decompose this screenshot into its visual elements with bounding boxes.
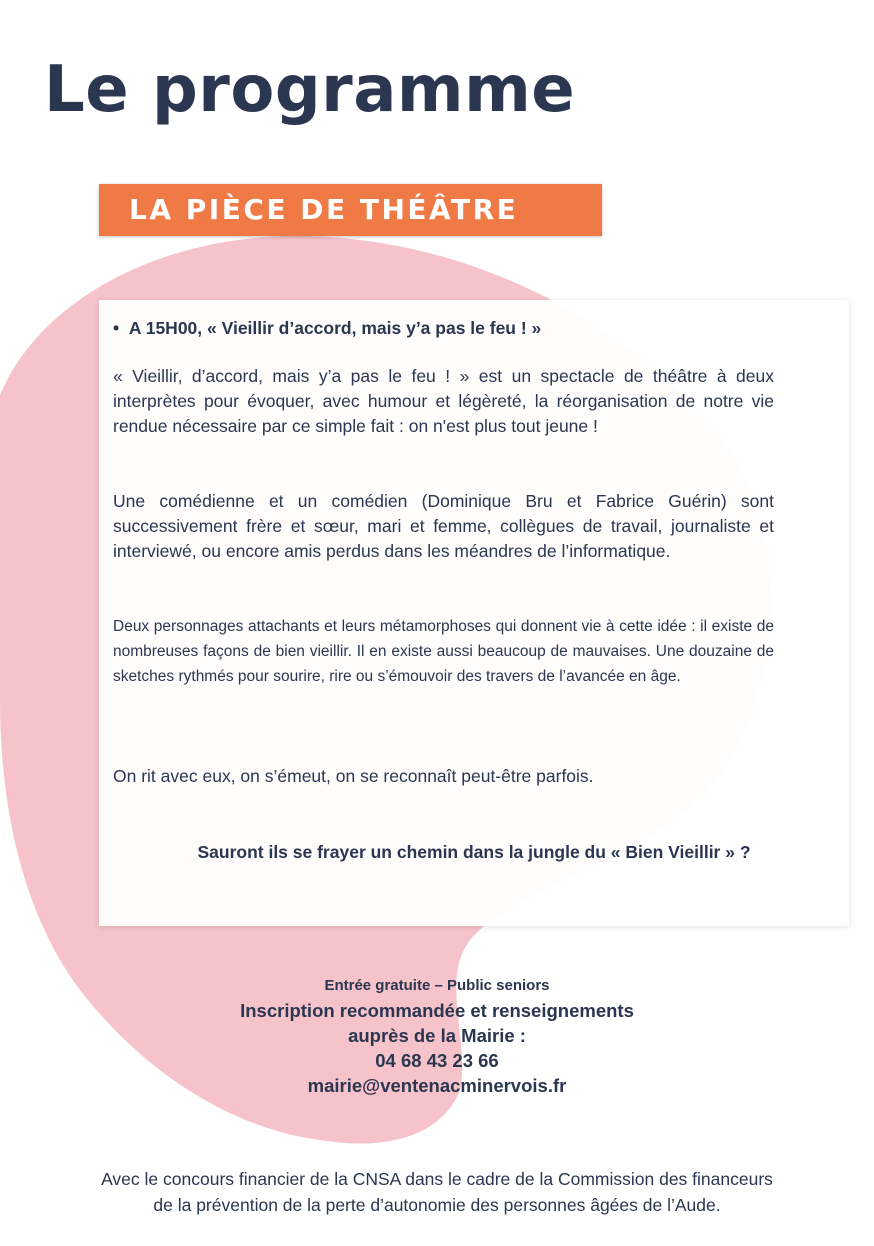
footer-credits bbox=[0, 1166, 874, 1218]
section-label: LA PIÈCE DE THÉÂTRE bbox=[129, 193, 519, 226]
entry-info: Entrée gratuite – Public seniors bbox=[324, 977, 550, 994]
closing-question: Sauront ils se frayer un chemin dans la jungle du « Bien Vieillir » ? bbox=[197, 842, 751, 862]
contact-info: auprès de la Mairie : bbox=[348, 1025, 526, 1046]
bullet-dot: • bbox=[113, 318, 129, 338]
page-title: Le programme bbox=[44, 53, 576, 127]
phone-number: 04 68 43 23 66 bbox=[375, 1050, 499, 1071]
footer-line-2: de la prévention de la perte d’autonomie des personnes âgées de l’Aude. bbox=[153, 1195, 721, 1215]
paragraph-characters: Deux personnages attachants et leurs métamorphoses qui donnent vie à cette idée : il existe de nombreuses façons de bien vieillir. Il en existe aussi beaucoup de mauvaises. Une douzaine de sketches rythmés pour sourire, rire ou s’émouvoir des travers de l’avancée en âge. bbox=[113, 618, 774, 685]
program-bullet bbox=[113, 316, 541, 340]
paragraph-cast: Une comédienne et un comédien (Dominique Bru et Fabrice Guérin) sont successivement frère et sœur, mari et femme, collègues de travail, journaliste et interviewé, ou encore amis perdus dans les méandres de l’informatique. bbox=[113, 491, 774, 561]
paragraph-laugh: On rit avec eux, on s’émeut, on se reconnaît peut-être parfois. bbox=[113, 766, 594, 786]
registration-info: Inscription recommandée et renseignements bbox=[240, 1000, 634, 1021]
info-block bbox=[0, 974, 874, 1098]
program-card bbox=[99, 300, 849, 926]
paragraph-intro: « Vieillir, d’accord, mais y’a pas le feu ! » est un spectacle de théâtre à deux interprètes pour évoquer, avec humour et légèreté, la réorganisation de notre vie rendue nécessaire par ce simple fait : on n'est plus tout jeune ! bbox=[113, 366, 774, 436]
footer-line-1: Avec le concours financier de la CNSA dans le cadre de la Commission des financeurs bbox=[101, 1169, 773, 1189]
email-address: mairie@ventenacminervois.fr bbox=[307, 1075, 567, 1096]
bullet-text: A 15H00, « Vieillir d’accord, mais y’a pas le feu ! » bbox=[128, 318, 542, 338]
section-banner bbox=[99, 184, 602, 236]
